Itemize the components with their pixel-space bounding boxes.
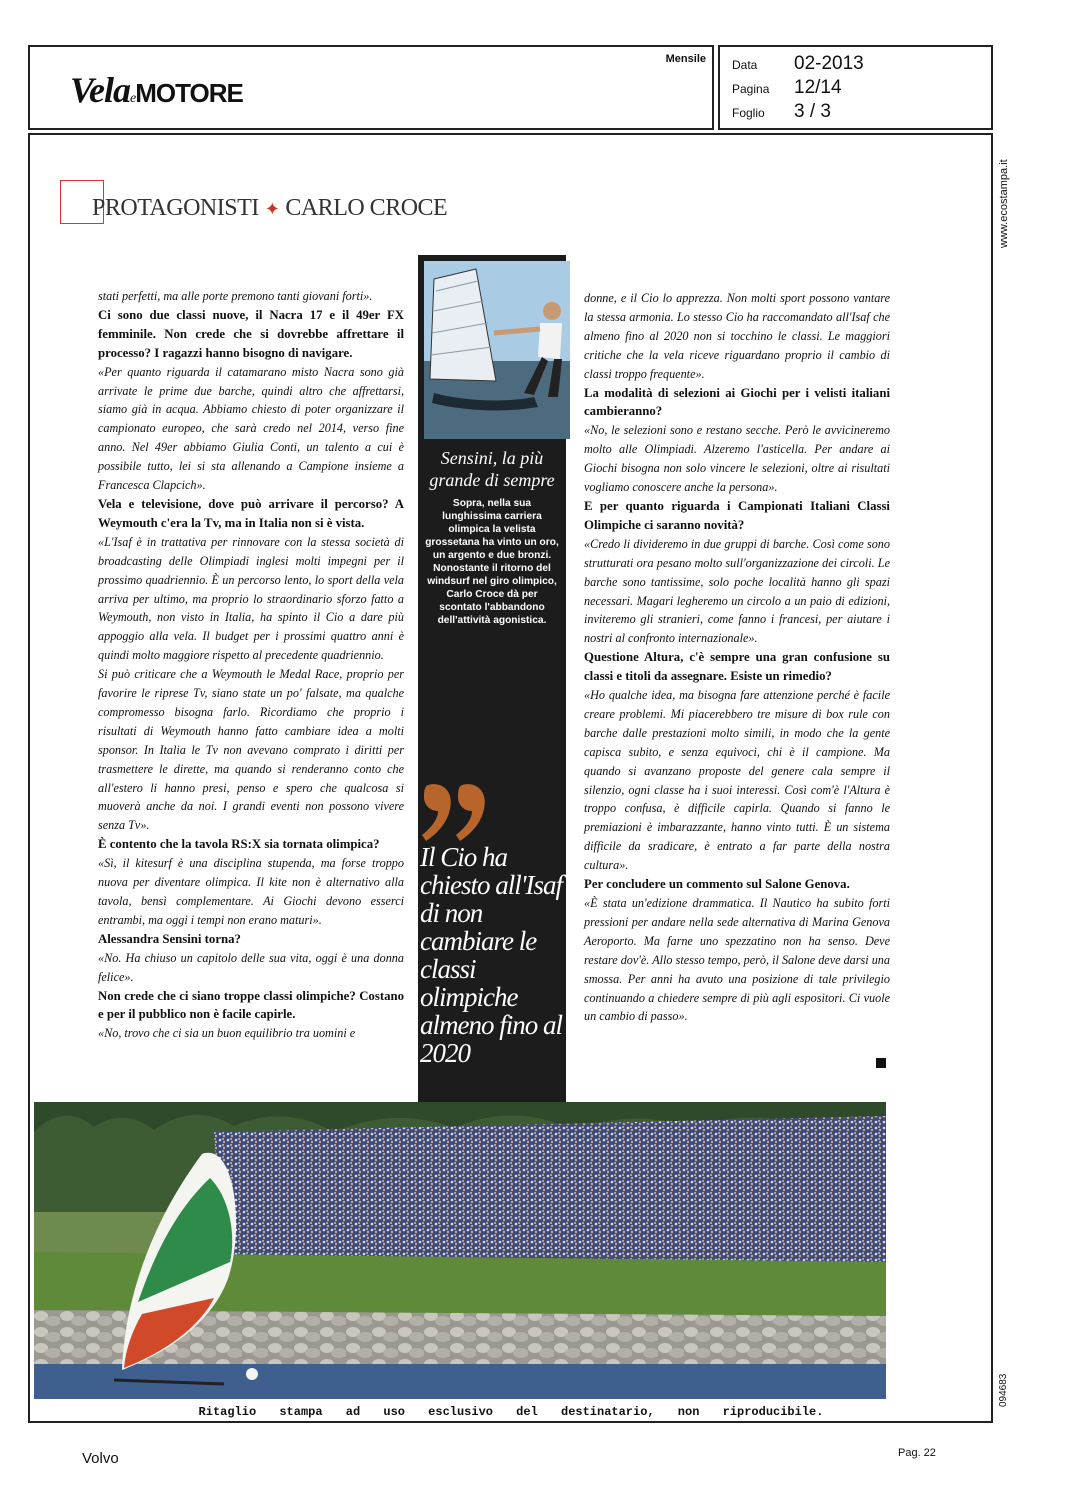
interview-answer: Si può criticare che a Weymouth le Medal Race, proprio per favorire le riprese Tv, siano state un po' falsate, ma qualche compromesso bisogna farlo. Ricordiamo che proprio i risultati di Weymouth hanno fatto cambiare idea a molti sponsor. In Italia le Tv non avevano comprato i diritti per trasmettere le dirette, ma quando si renderanno conto che all'estero li hanno presi, penso e spero che qualcosa si muoverà anche da noi. I grandi eventi non possono vivere senza Tv». [98, 667, 404, 833]
interview-answer: «L'Isaf è in trattativa per rinnovare con la stessa società di broadcasting delle Olimpiadi inglesi molti impegni per il prossimo quadriennio. È un percorso lento, lo sport della vela arriva per ultimo, ma proprio lo straordinario sforzo fatto a Weymouth, non visto in Italia, ha spinto il Cio a dare più appoggio alla vela. Il budget per i prossimi quattro anni è quindi molto maggiore rispetto al precedente quadriennio. [98, 534, 404, 663]
article-column-right [584, 289, 890, 1026]
interview-answer: donne, e il Cio lo apprezza. Non molti sport possono vantare la stessa armonia. Lo stesso Cio ha raccomandato all'Isaf che almeno fino al 2020 non si tocchino le classi. Le maggiori critiche che la vela riceve riguardano proprio il cambio di classi troppo frequente». [584, 291, 890, 381]
meta-page [732, 77, 842, 99]
side-url [996, 150, 1014, 250]
meta-sheet [732, 101, 831, 123]
side-code-text: 094683 [998, 1373, 1009, 1407]
client-name: Volvo [82, 1450, 119, 1467]
side-code [996, 1365, 1014, 1410]
interview-answer: «Credo li divideremo in due gruppi di barche. Così come sono strutturati ora pesano molto sull'organizzazione dei circoli. Le barche sono tantissime, solo poche località hanno gli spazi necessari. Magari legheremo un circolo a un paio di edizioni, inviteremo gli stranieri, come fanno i francesi, per aiutare i nostri al confronto internazionale». [584, 536, 890, 646]
meta-label: Foglio [732, 106, 765, 120]
interview-answer: «Ho qualche idea, ma bisogna fare attenzione perché è facile creare problemi. Mi piacerebbero tre misure di box rule con barche dalle prestazioni molto simili, in modo che la gente capisca subito, e senza equivoci, chi è il campione. Ma quando si avanzano proposte del genere cala sempre il silenzio, ogni classe ha i suoi interessi. Così com'è l'Altura è troppo confusa, è difficile capirla. Quando si fanno le premiazioni è imbarazzante, hanno vinto tutti. È un sistema difficile da sradicare, è entrato a far parte della nostra cultura». [584, 688, 890, 873]
reproduction-notice: Ritaglio stampa ad uso esclusivo del destinatario, non riproducibile. [198, 1405, 824, 1419]
photo-caption-body: Sopra, nella sua lunghissima carriera olimpica la velista grossetana ha vinto un oro, un argento e due bronzi. Nonostante il ritorno del windsurf nel giro olimpico, Carlo Croce dà per scontato l'abbandono dell'attività agonistica. [425, 498, 559, 626]
interview-answer: «No. Ha chiuso un capitolo delle sua vita, oggi è una donna felice». [98, 950, 404, 984]
meta-label: Pagina [732, 82, 770, 96]
periodicity: Mensile [665, 53, 706, 65]
page-number: Pag. 22 [898, 1447, 936, 1459]
subject-name: CARLO CROCE [285, 195, 448, 221]
regatta-crowd-photo [34, 1102, 886, 1399]
meta-date [732, 53, 864, 75]
interview-answer: «È stata un'edizione drammatica. Il Nautico ha subito forti pressioni per andare nella sede alternativa di Marina Genova Aeroporto. Ma farne uno spezzatino non ha senso. Deve restare dov'è. Allo stesso tempo, però, il Salone deve darsi una smossa. Per anni ha avuto una posizione di tale privilegio continuando a chiedere sempre di più agli espositori. Ci vuole un cambio di passo». [584, 896, 890, 1024]
interview-question: È contento che la tavola RS:X sia tornata olimpica? [98, 837, 380, 852]
interview-answer: «No, trovo che ci sia un buon equilibrio tra uomini e [98, 1026, 356, 1041]
meta-value: 02-2013 [794, 53, 864, 74]
interview-question: Per concludere un commento sul Salone Genova. [584, 877, 850, 892]
interview-question: La modalità di selezioni ai Giochi per i velisti italiani cambieranno? [584, 385, 890, 419]
windsurfer-photo [424, 261, 570, 439]
interview-question: Vela e televisione, dove può arrivare il percorso? A Weymouth c'era la Tv, ma in Italia non si è vista. [98, 496, 404, 530]
logo-vela: Vela [70, 70, 131, 110]
interview-answer: «Sì, il kitesurf è una disciplina stupenda, ma forse troppo nuova per diventare olimpica. Il kite non è alternativo alla tavola, bensì complementare. Ai Giochi devono esserci entrambi, ma oggi i tempi non erano maturi». [98, 856, 404, 927]
interview-answer: «No, le selezioni sono e restano secche. Però le avvicineremo molto alle Olimpiadi. Alzeremo l'asticella. Per andare ai Giochi bisogna non solo vincere le selezioni, oltre ai risultati vogliamo conoscere anche la persona». [584, 423, 890, 495]
end-mark [876, 1058, 886, 1068]
interview-question: Ci sono due classi nuove, il Nacra 17 e il 49er FX femminile. Non crede che si dovrebbe affrettare il processo? I ragazzi hanno bisogno di navigare. [98, 307, 404, 360]
section-label: PROTAGONISTI [92, 195, 259, 221]
logo-e: e [130, 91, 136, 106]
side-url-text: www.ecostampa.it [998, 159, 1010, 248]
interview-answer: «Per quanto riguarda il catamarano misto Nacra sono già arrivate le prime due barche, quindi altro che affrettarsi, siamo già in acqua. Abbiamo chiesto di poter organizzare il campionato europeo, che sarà credo nel 2014, verso fine anno. Nel 49er abbiamo Giulia Conti, un talento a cui è possibile tutto, lei si sta allenando a Campione insieme a Francesca Clapcich». [98, 364, 404, 493]
pull-quote: Il Cio ha chiesto all'Isaf di non cambiare le classi olimpiche almeno fino al 2020 [420, 842, 563, 1068]
meta-value: 12/14 [794, 77, 842, 98]
article-column-left [98, 287, 404, 1043]
publication-logo [70, 69, 243, 111]
article-title [92, 195, 447, 222]
meta-value: 3 / 3 [794, 101, 831, 122]
meta-label: Data [732, 58, 758, 72]
header-meta [718, 45, 993, 130]
photo-caption-title: Sensini, la più grande di sempre [429, 448, 555, 490]
interview-question: Alessandra Sensini torna? [98, 931, 241, 946]
interview-question: Questione Altura, c'è sempre una gran confusione su classi e titoli da assegnare. Esiste un rimedio? [584, 650, 890, 684]
separator-diamond-icon: ✦ [264, 199, 280, 219]
interview-question: Non crede che ci siano troppe classi olimpiche? Costano e per il pubblico non è facile capirle. [98, 988, 404, 1022]
header-masthead [28, 45, 714, 130]
interview-question: E per quanto riguarda i Campionati Italiani Classi Olimpiche ci saranno novità? [584, 498, 890, 532]
logo-motore: MOTORE [135, 78, 243, 108]
interview-answer: stati perfetti, ma alle porte premono tanti giovani forti». [98, 289, 373, 303]
